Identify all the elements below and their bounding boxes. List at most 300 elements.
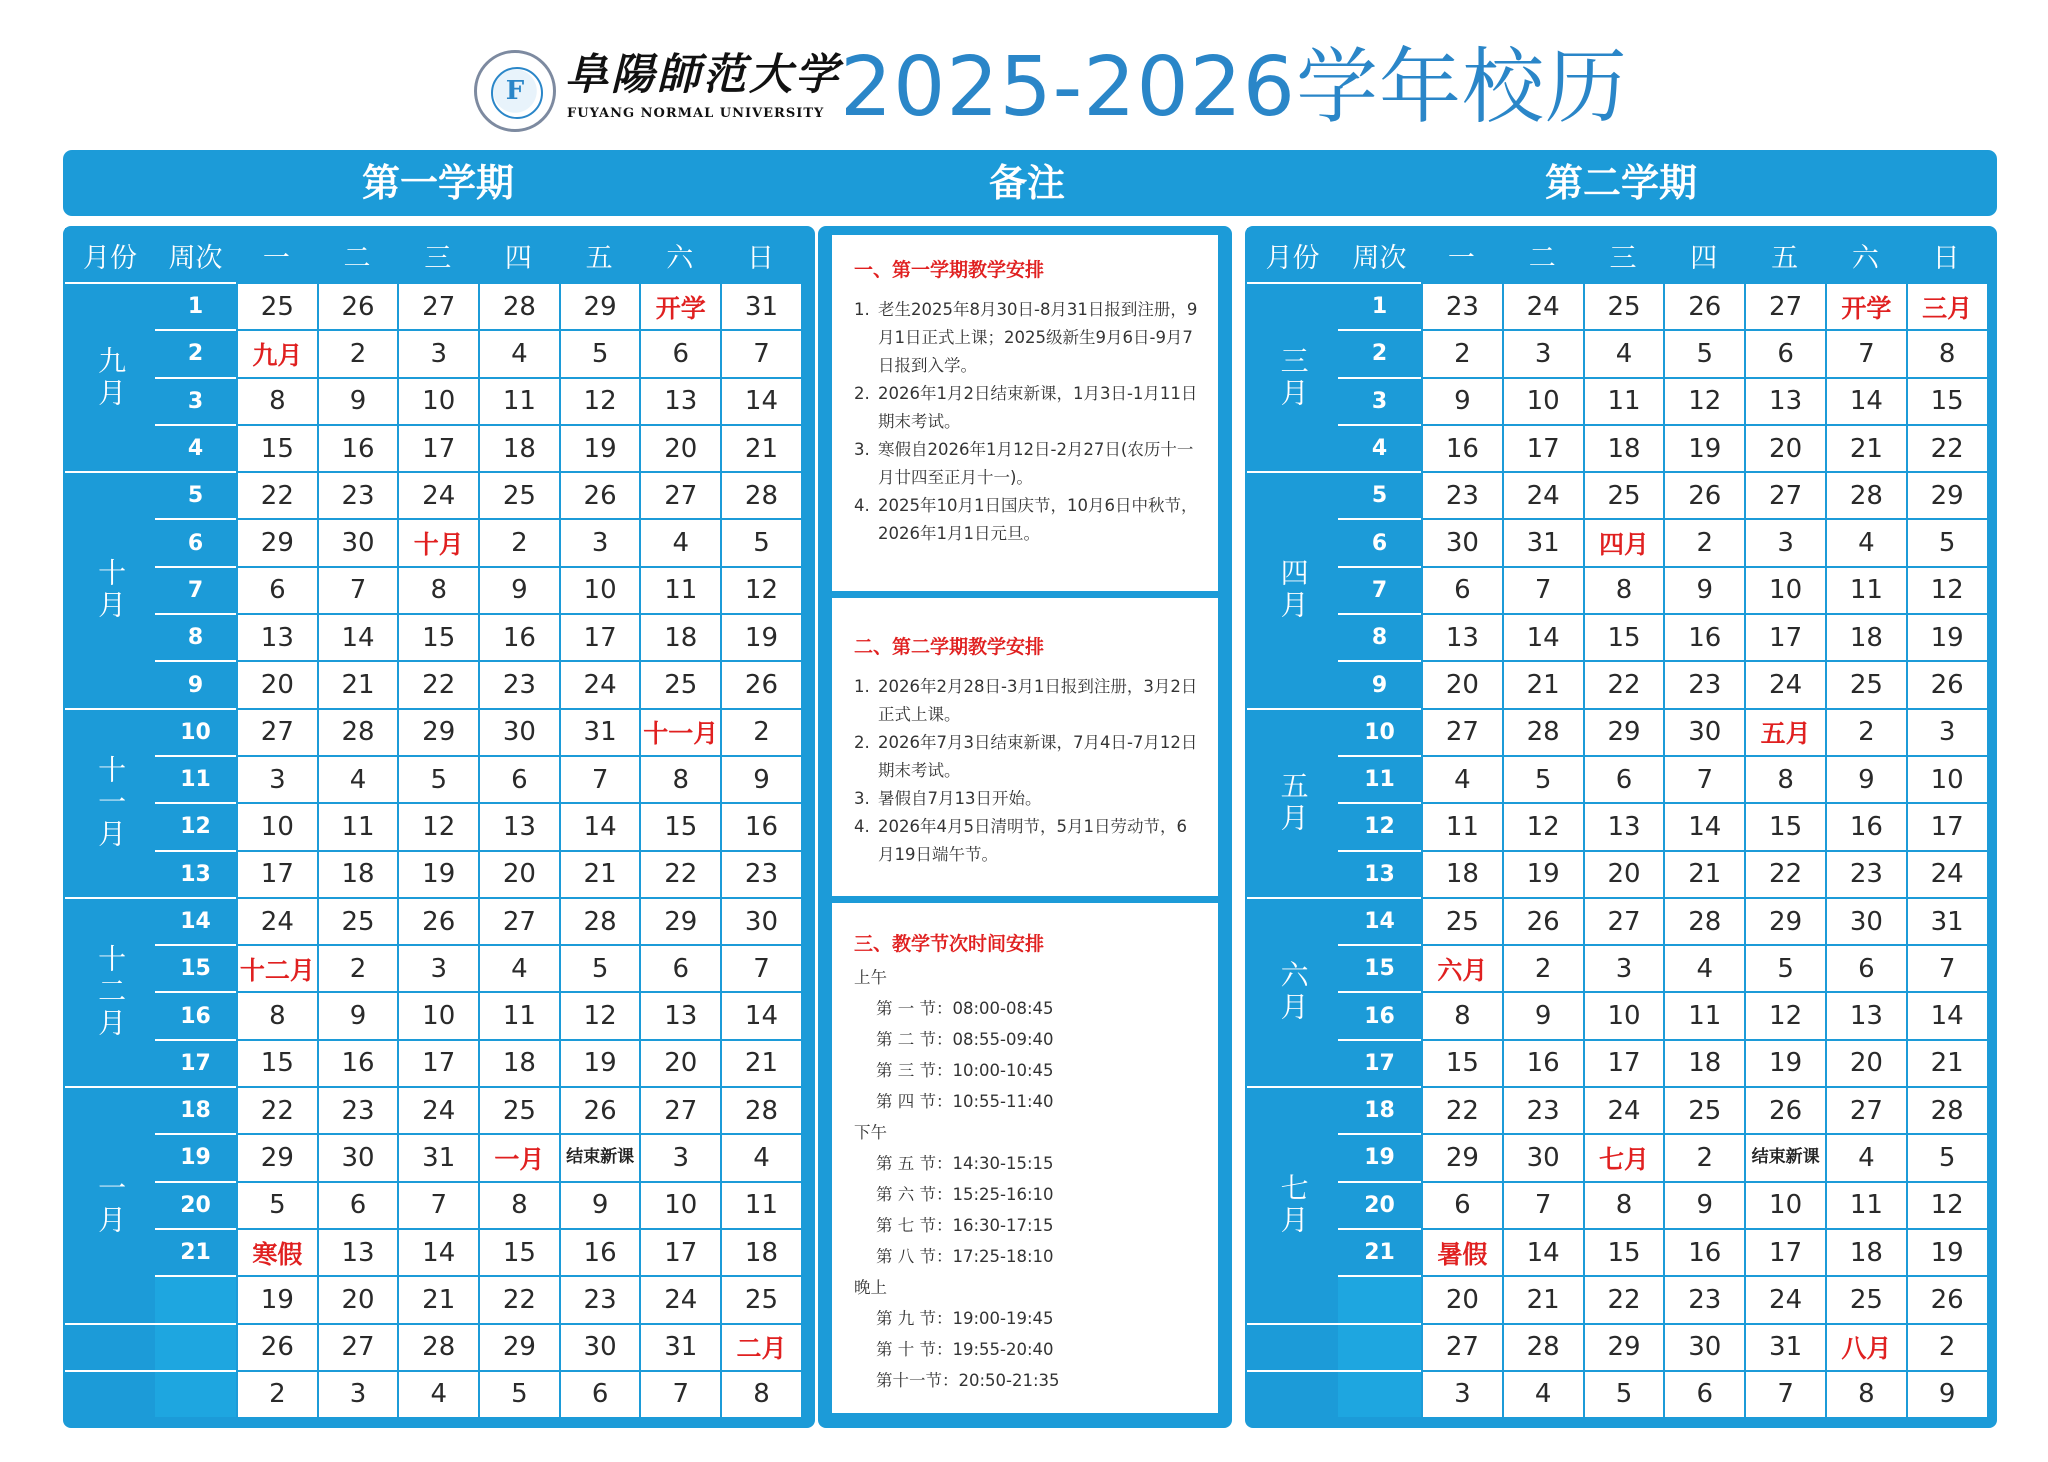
day-cell: 18 bbox=[1663, 1039, 1744, 1086]
day-cell: 9 bbox=[1663, 1181, 1744, 1228]
month-label: 三月 bbox=[1247, 282, 1338, 471]
week-number bbox=[155, 1323, 236, 1370]
day-cell: 8 bbox=[1583, 1181, 1664, 1228]
column-header: 六 bbox=[639, 228, 720, 282]
day-cell: 12 bbox=[1906, 566, 1987, 613]
day-cell: 3 bbox=[397, 329, 478, 376]
day-cell: 2 bbox=[317, 944, 398, 991]
day-cell: 22 bbox=[639, 850, 720, 897]
day-cell: 9 bbox=[478, 566, 559, 613]
day-cell: 三月 bbox=[1906, 282, 1987, 329]
day-cell: 13 bbox=[1825, 991, 1906, 1038]
day-note-line: 新课 bbox=[1785, 1147, 1820, 1168]
day-cell: 12 bbox=[1502, 802, 1583, 849]
week-number: 16 bbox=[155, 991, 236, 1038]
day-cell: 8 bbox=[1583, 566, 1664, 613]
day-cell: 16 bbox=[1663, 613, 1744, 660]
day-cell: 27 bbox=[478, 897, 559, 944]
day-cell: 5 bbox=[397, 755, 478, 802]
day-cell: 18 bbox=[1825, 613, 1906, 660]
month-label: 十二月 bbox=[65, 897, 155, 1086]
month-label: 四月 bbox=[1247, 471, 1338, 707]
schedule-group-label: 晚上 bbox=[854, 1278, 887, 1297]
column-header: 五 bbox=[559, 228, 640, 282]
day-cell: 6 bbox=[639, 944, 720, 991]
day-cell: 12 bbox=[559, 991, 640, 1038]
day-cell: 27 bbox=[639, 1086, 720, 1133]
day-cell: 9 bbox=[720, 755, 801, 802]
day-cell: 18 bbox=[639, 613, 720, 660]
day-cell: 3 bbox=[559, 518, 640, 565]
day-cell: 2 bbox=[478, 518, 559, 565]
day-cell: 21 bbox=[397, 1275, 478, 1322]
semester2-title: 第二学期 bbox=[1544, 161, 1697, 205]
month-label: 七月 bbox=[1247, 1086, 1338, 1322]
day-cell: 24 bbox=[397, 471, 478, 518]
day-cell: 8 bbox=[397, 566, 478, 613]
day-cell: 7 bbox=[720, 944, 801, 991]
week-number: 21 bbox=[155, 1228, 236, 1275]
week-number: 4 bbox=[1338, 424, 1421, 471]
day-cell: 6 bbox=[1421, 566, 1502, 613]
day-cell: 26 bbox=[559, 471, 640, 518]
day-cell: 24 bbox=[1502, 282, 1583, 329]
day-cell: 20 bbox=[1421, 660, 1502, 707]
day-cell: 21 bbox=[1502, 1275, 1583, 1322]
day-cell: 6 bbox=[1583, 755, 1664, 802]
day-cell: 5 bbox=[478, 1370, 559, 1417]
day-cell: 27 bbox=[1744, 471, 1825, 518]
day-cell: 9 bbox=[317, 991, 398, 1038]
day-cell: 5 bbox=[1663, 329, 1744, 376]
day-cell: 12 bbox=[1744, 991, 1825, 1038]
day-cell: 2 bbox=[1825, 708, 1906, 755]
day-cell: 22 bbox=[1583, 660, 1664, 707]
week-number: 3 bbox=[155, 377, 236, 424]
day-cell: 3 bbox=[397, 944, 478, 991]
day-cell: 15 bbox=[1421, 1039, 1502, 1086]
day-cell: 11 bbox=[720, 1181, 801, 1228]
day-cell: 6 bbox=[317, 1181, 398, 1228]
day-cell: 4 bbox=[1825, 1133, 1906, 1180]
day-cell: 25 bbox=[639, 660, 720, 707]
day-cell: 24 bbox=[639, 1275, 720, 1322]
day-cell: 10 bbox=[639, 1181, 720, 1228]
day-cell: 30 bbox=[1502, 1133, 1583, 1180]
day-cell: 27 bbox=[236, 708, 317, 755]
week-number: 17 bbox=[155, 1039, 236, 1086]
week-number: 2 bbox=[1338, 329, 1421, 376]
day-cell: 开学 bbox=[1825, 282, 1906, 329]
day-cell: 17 bbox=[1502, 424, 1583, 471]
day-cell: 一月 bbox=[478, 1133, 559, 1180]
day-cell: 4 bbox=[317, 755, 398, 802]
day-cell: 3 bbox=[236, 755, 317, 802]
week-number: 6 bbox=[1338, 518, 1421, 565]
day-cell: 五月 bbox=[1744, 708, 1825, 755]
day-cell: 23 bbox=[1421, 282, 1502, 329]
day-cell: 27 bbox=[639, 471, 720, 518]
day-cell: 17 bbox=[639, 1228, 720, 1275]
day-cell: 22 bbox=[236, 471, 317, 518]
day-cell: 30 bbox=[720, 897, 801, 944]
note-item: 1. 老生2025年8月30日-8月31日报到注册，9月1日正式上课；2025级新生9月6日-9月7日报到入学。 bbox=[854, 300, 1198, 375]
note-text: 暑假自7月13日开始。 bbox=[878, 789, 1042, 808]
day-cell: 7 bbox=[639, 1370, 720, 1417]
column-header: 一 bbox=[236, 228, 317, 282]
day-cell: 2 bbox=[1663, 1133, 1744, 1180]
week-number: 10 bbox=[155, 708, 236, 755]
column-header: 五 bbox=[1744, 228, 1825, 282]
schedule-group-label: 下午 bbox=[854, 1123, 887, 1142]
day-cell: 3 bbox=[639, 1133, 720, 1180]
day-cell: 15 bbox=[397, 613, 478, 660]
week-number: 7 bbox=[1338, 566, 1421, 613]
day-cell: 22 bbox=[236, 1086, 317, 1133]
day-cell: 16 bbox=[317, 424, 398, 471]
day-cell: 18 bbox=[720, 1228, 801, 1275]
day-cell: 11 bbox=[639, 566, 720, 613]
day-cell: 25 bbox=[1663, 1086, 1744, 1133]
day-cell: 7 bbox=[1825, 329, 1906, 376]
day-cell: 十月 bbox=[397, 518, 478, 565]
day-cell: 25 bbox=[478, 471, 559, 518]
day-cell: 29 bbox=[1744, 897, 1825, 944]
day-cell: 17 bbox=[1744, 1228, 1825, 1275]
schedule-period: 第 十 节：19:55-20:40 bbox=[876, 1340, 1054, 1359]
column-header: 六 bbox=[1825, 228, 1906, 282]
day-cell: 21 bbox=[720, 1039, 801, 1086]
column-header: 周次 bbox=[1338, 228, 1421, 282]
month-label: 十一月 bbox=[65, 708, 155, 897]
day-cell: 9 bbox=[559, 1181, 640, 1228]
day-cell: 17 bbox=[397, 1039, 478, 1086]
day-cell: 23 bbox=[317, 1086, 398, 1133]
day-cell: 15 bbox=[639, 802, 720, 849]
column-header: 月份 bbox=[1247, 228, 1338, 282]
note-item: 2. 2026年7月3日结束新课，7月4日-7月12日期末考试。 bbox=[854, 733, 1198, 780]
day-cell: 7 bbox=[720, 329, 801, 376]
day-cell: 26 bbox=[1906, 660, 1987, 707]
day-cell: 24 bbox=[1744, 1275, 1825, 1322]
week-number: 17 bbox=[1338, 1039, 1421, 1086]
day-cell: 15 bbox=[478, 1228, 559, 1275]
day-cell: 8 bbox=[236, 991, 317, 1038]
note-text: 2026年4月5日清明节，5月1日劳动节，6月19日端午节。 bbox=[878, 817, 1187, 864]
day-cell: 28 bbox=[1825, 471, 1906, 518]
day-cell: 15 bbox=[236, 1039, 317, 1086]
day-cell: 27 bbox=[1744, 282, 1825, 329]
day-cell: 15 bbox=[1906, 377, 1987, 424]
day-cell: 21 bbox=[1825, 424, 1906, 471]
day-cell: 25 bbox=[478, 1086, 559, 1133]
note-text: 2026年7月3日结束新课，7月4日-7月12日期末考试。 bbox=[878, 733, 1198, 780]
day-cell: 16 bbox=[317, 1039, 398, 1086]
university-name-logo: 阜陽師范大学 bbox=[565, 50, 841, 100]
day-cell: 11 bbox=[478, 377, 559, 424]
day-cell: 6 bbox=[1663, 1370, 1744, 1417]
day-cell: 10 bbox=[1906, 755, 1987, 802]
day-cell: 21 bbox=[559, 850, 640, 897]
day-cell: 12 bbox=[720, 566, 801, 613]
day-cell: 22 bbox=[1906, 424, 1987, 471]
day-cell: 16 bbox=[478, 613, 559, 660]
day-cell: 14 bbox=[397, 1228, 478, 1275]
day-cell: 21 bbox=[1906, 1039, 1987, 1086]
day-cell: 20 bbox=[317, 1275, 398, 1322]
semester1-title: 第一学期 bbox=[361, 161, 514, 205]
day-cell: 26 bbox=[397, 897, 478, 944]
day-cell: 24 bbox=[397, 1086, 478, 1133]
note-text: 寒假自2026年1月12日-2月27日(农历十一月廿四至正月十一)。 bbox=[878, 440, 1194, 487]
day-cell: 18 bbox=[1825, 1228, 1906, 1275]
day-cell: 29 bbox=[236, 1133, 317, 1180]
week-number: 8 bbox=[1338, 613, 1421, 660]
day-cell: 19 bbox=[1663, 424, 1744, 471]
day-cell: 26 bbox=[559, 1086, 640, 1133]
day-cell: 11 bbox=[478, 991, 559, 1038]
day-cell: 13 bbox=[478, 802, 559, 849]
day-cell: 22 bbox=[1583, 1275, 1664, 1322]
schedule-period: 第 九 节：19:00-19:45 bbox=[876, 1309, 1054, 1328]
month-label: 五月 bbox=[1247, 708, 1338, 897]
month-label-blank bbox=[1247, 1323, 1338, 1370]
week-number: 7 bbox=[155, 566, 236, 613]
day-cell: 14 bbox=[559, 802, 640, 849]
day-cell: 30 bbox=[1421, 518, 1502, 565]
week-number: 3 bbox=[1338, 377, 1421, 424]
day-cell: 20 bbox=[639, 424, 720, 471]
note-item: 3. 寒假自2026年1月12日-2月27日(农历十一月廿四至正月十一)。 bbox=[854, 440, 1194, 487]
day-cell: 9 bbox=[1825, 755, 1906, 802]
week-number: 20 bbox=[155, 1181, 236, 1228]
day-cell: 26 bbox=[1663, 471, 1744, 518]
day-cell: 16 bbox=[1825, 802, 1906, 849]
column-header: 四 bbox=[1663, 228, 1744, 282]
day-cell: 20 bbox=[478, 850, 559, 897]
week-number bbox=[155, 1370, 236, 1417]
week-number: 8 bbox=[155, 613, 236, 660]
week-number: 18 bbox=[1338, 1086, 1421, 1133]
week-number: 19 bbox=[1338, 1133, 1421, 1180]
day-cell: 19 bbox=[559, 424, 640, 471]
day-cell: 20 bbox=[236, 660, 317, 707]
day-cell: 17 bbox=[236, 850, 317, 897]
day-cell: 27 bbox=[317, 1323, 398, 1370]
day-cell: 7 bbox=[1744, 1370, 1825, 1417]
day-cell: 27 bbox=[1421, 708, 1502, 755]
month-label: 一月 bbox=[65, 1086, 155, 1322]
day-cell: 18 bbox=[478, 1039, 559, 1086]
day-cell: 14 bbox=[720, 991, 801, 1038]
day-cell: 26 bbox=[317, 282, 398, 329]
university-english-name: FUYANG NORMAL UNIVERSITY bbox=[567, 106, 825, 121]
day-cell: 10 bbox=[1744, 1181, 1825, 1228]
day-cell: 5 bbox=[1502, 755, 1583, 802]
note-text: 老生2025年8月30日-8月31日报到注册，9月1日正式上课；2025级新生9月6日-9月7日报到入学。 bbox=[878, 300, 1198, 375]
note-item: 4. 2025年10月1日国庆节，10月6日中秋节，2026年1月1日元旦。 bbox=[854, 496, 1198, 543]
month-label: 六月 bbox=[1247, 897, 1338, 1086]
day-note-line: 新课 bbox=[600, 1147, 635, 1168]
day-cell: 24 bbox=[1583, 1086, 1664, 1133]
day-cell: 31 bbox=[1502, 518, 1583, 565]
day-cell: 8 bbox=[1906, 329, 1987, 376]
day-cell: 29 bbox=[559, 282, 640, 329]
day-cell: 10 bbox=[1502, 377, 1583, 424]
day-cell: 17 bbox=[397, 424, 478, 471]
day-cell: 24 bbox=[559, 660, 640, 707]
day-cell: 十一月 bbox=[639, 708, 720, 755]
day-cell: 九月 bbox=[236, 329, 317, 376]
column-header: 周次 bbox=[155, 228, 236, 282]
day-cell: 19 bbox=[1502, 850, 1583, 897]
week-number bbox=[1338, 1323, 1421, 1370]
day-cell: 25 bbox=[1825, 660, 1906, 707]
day-cell: 13 bbox=[1421, 613, 1502, 660]
day-cell: 22 bbox=[478, 1275, 559, 1322]
note-text: 2025年10月1日国庆节，10月6日中秋节，2026年1月1日元旦。 bbox=[878, 496, 1198, 543]
day-cell: 30 bbox=[1663, 1323, 1744, 1370]
week-number bbox=[1338, 1275, 1421, 1322]
day-cell: 18 bbox=[478, 424, 559, 471]
day-cell: 11 bbox=[1421, 802, 1502, 849]
month-label-blank bbox=[65, 1370, 155, 1417]
day-cell: 22 bbox=[1744, 850, 1825, 897]
day-cell: 8 bbox=[236, 377, 317, 424]
month-label-blank bbox=[1247, 1370, 1338, 1417]
note-item: 1. 2026年2月28日-3月1日报到注册，3月2日正式上课。 bbox=[854, 677, 1198, 724]
day-cell: 21 bbox=[1502, 660, 1583, 707]
day-cell: 29 bbox=[1906, 471, 1987, 518]
day-cell: 24 bbox=[1744, 660, 1825, 707]
day-cell: 10 bbox=[559, 566, 640, 613]
day-cell: 18 bbox=[1421, 850, 1502, 897]
day-cell: 5 bbox=[1906, 518, 1987, 565]
day-cell: 4 bbox=[1502, 1370, 1583, 1417]
day-cell: 7 bbox=[1502, 566, 1583, 613]
day-cell: 23 bbox=[1421, 471, 1502, 518]
day-cell: 26 bbox=[1906, 1275, 1987, 1322]
day-cell: 20 bbox=[1744, 424, 1825, 471]
day-cell: 9 bbox=[1502, 991, 1583, 1038]
day-cell: 10 bbox=[397, 991, 478, 1038]
day-cell: 19 bbox=[1906, 613, 1987, 660]
day-cell: 3 bbox=[1421, 1370, 1502, 1417]
week-number: 5 bbox=[1338, 471, 1421, 518]
day-cell: 2 bbox=[236, 1370, 317, 1417]
day-cell: 5 bbox=[720, 518, 801, 565]
day-cell: 4 bbox=[478, 329, 559, 376]
notes-class-schedule bbox=[832, 903, 1218, 1413]
day-cell: 5 bbox=[236, 1181, 317, 1228]
day-cell: 31 bbox=[1906, 897, 1987, 944]
day-cell: 31 bbox=[1744, 1323, 1825, 1370]
day-cell: 16 bbox=[1421, 424, 1502, 471]
day-cell: 13 bbox=[236, 613, 317, 660]
note-text: 2026年2月28日-3月1日报到注册，3月2日正式上课。 bbox=[878, 677, 1198, 724]
day-cell: 14 bbox=[1825, 377, 1906, 424]
column-header: 月份 bbox=[65, 228, 155, 282]
day-cell: 开学 bbox=[639, 282, 720, 329]
day-cell: 8 bbox=[1744, 755, 1825, 802]
day-cell: 29 bbox=[1583, 1323, 1664, 1370]
day-cell: 13 bbox=[317, 1228, 398, 1275]
day-cell: 13 bbox=[639, 991, 720, 1038]
day-cell: 28 bbox=[397, 1323, 478, 1370]
column-header: 日 bbox=[720, 228, 801, 282]
day-cell: 20 bbox=[639, 1039, 720, 1086]
day-cell: 14 bbox=[1906, 991, 1987, 1038]
day-cell: 30 bbox=[478, 708, 559, 755]
day-cell: 23 bbox=[1502, 1086, 1583, 1133]
day-cell: 6 bbox=[1744, 329, 1825, 376]
day-cell: 27 bbox=[1583, 897, 1664, 944]
day-cell: 3 bbox=[1744, 518, 1825, 565]
day-cell: 10 bbox=[1744, 566, 1825, 613]
day-cell: 25 bbox=[317, 897, 398, 944]
day-cell: 30 bbox=[317, 1133, 398, 1180]
day-cell: 4 bbox=[720, 1133, 801, 1180]
day-note-line: 结束 bbox=[1751, 1147, 1786, 1168]
day-cell: 3 bbox=[1906, 708, 1987, 755]
day-cell: 7 bbox=[317, 566, 398, 613]
week-number: 4 bbox=[155, 424, 236, 471]
day-cell: 20 bbox=[1421, 1275, 1502, 1322]
day-cell: 31 bbox=[397, 1133, 478, 1180]
day-cell: 9 bbox=[1663, 566, 1744, 613]
day-cell: 11 bbox=[1825, 566, 1906, 613]
column-header: 一 bbox=[1421, 228, 1502, 282]
day-cell: 2 bbox=[720, 708, 801, 755]
week-number: 11 bbox=[155, 755, 236, 802]
day-cell: 十二月 bbox=[236, 944, 317, 991]
day-cell: 4 bbox=[639, 518, 720, 565]
day-cell: 16 bbox=[720, 802, 801, 849]
day-cell: 四月 bbox=[1583, 518, 1664, 565]
day-cell: 13 bbox=[1583, 802, 1664, 849]
day-cell: 25 bbox=[1421, 897, 1502, 944]
week-number: 2 bbox=[155, 329, 236, 376]
day-cell: 12 bbox=[559, 377, 640, 424]
notes-semester2-title: 二、第二学期教学安排 bbox=[854, 636, 1045, 658]
week-number bbox=[155, 1275, 236, 1322]
day-cell: 26 bbox=[720, 660, 801, 707]
day-cell: 5 bbox=[1906, 1133, 1987, 1180]
week-number: 16 bbox=[1338, 991, 1421, 1038]
note-item: 3. 暑假自7月13日开始。 bbox=[854, 789, 1042, 808]
day-cell: 30 bbox=[317, 518, 398, 565]
day-cell: 23 bbox=[1663, 660, 1744, 707]
day-cell: 6 bbox=[478, 755, 559, 802]
notes-semester1 bbox=[832, 235, 1218, 591]
day-cell: 16 bbox=[1663, 1228, 1744, 1275]
day-cell bbox=[559, 1133, 640, 1180]
day-cell: 28 bbox=[559, 897, 640, 944]
day-cell: 10 bbox=[1583, 991, 1664, 1038]
day-cell: 15 bbox=[1744, 802, 1825, 849]
day-note-line: 结束 bbox=[566, 1147, 601, 1168]
day-cell: 19 bbox=[397, 850, 478, 897]
day-cell: 22 bbox=[397, 660, 478, 707]
day-cell: 19 bbox=[1744, 1039, 1825, 1086]
day-cell: 30 bbox=[1663, 708, 1744, 755]
day-cell: 14 bbox=[1502, 1228, 1583, 1275]
day-cell: 15 bbox=[1583, 613, 1664, 660]
day-cell: 31 bbox=[639, 1323, 720, 1370]
day-cell: 27 bbox=[1421, 1323, 1502, 1370]
day-cell: 17 bbox=[1583, 1039, 1664, 1086]
week-number: 18 bbox=[155, 1086, 236, 1133]
